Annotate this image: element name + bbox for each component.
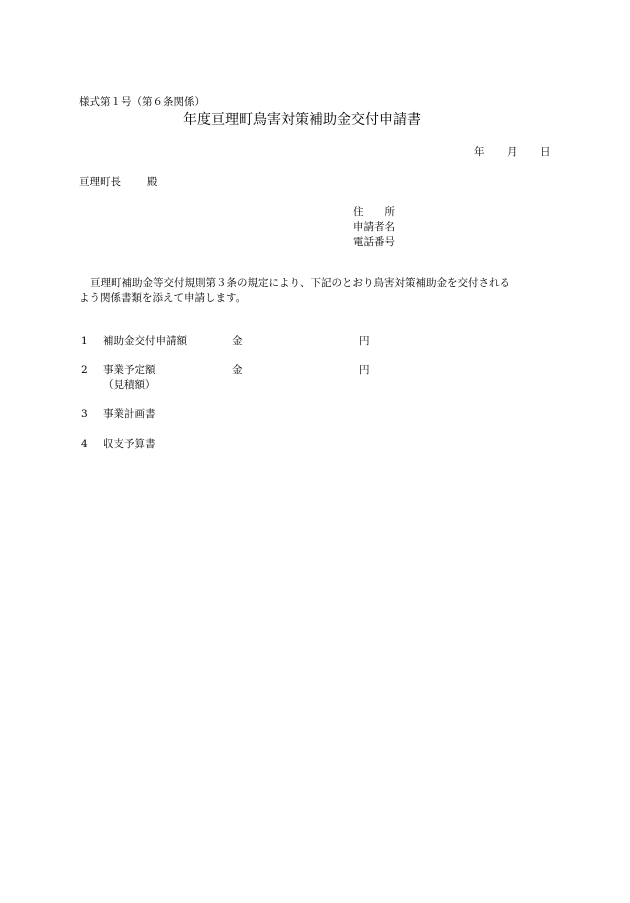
date-year: 年 bbox=[474, 146, 485, 158]
form-number: 様式第１号（第６条関係） bbox=[79, 96, 205, 108]
body-text-line2: よう関係書類を添えて申請します。 bbox=[79, 292, 247, 304]
item-3-label: 事業計画書 bbox=[103, 408, 156, 420]
item-4-number: 4 bbox=[81, 438, 88, 450]
addressee-honorific: 殿 bbox=[147, 176, 158, 188]
addressee-name: 亘理町長 bbox=[79, 176, 121, 188]
date-day: 日 bbox=[540, 146, 551, 158]
item-1-prefix: 金 bbox=[232, 335, 243, 347]
date-month: 月 bbox=[507, 146, 518, 158]
applicant-phone-label: 電話番号 bbox=[353, 236, 395, 248]
item-1-unit: 円 bbox=[359, 335, 370, 347]
applicant-name-label: 申請者名 bbox=[353, 221, 395, 233]
item-2-unit: 円 bbox=[359, 364, 370, 376]
item-2-label: 事業予定額 bbox=[103, 364, 156, 376]
item-2-number: 2 bbox=[81, 364, 88, 376]
item-2-sublabel: （見積額） bbox=[103, 379, 156, 391]
item-4-label: 収支予算書 bbox=[103, 438, 156, 450]
document-title: 年度亘理町鳥害対策補助金交付申請書 bbox=[183, 112, 421, 128]
body-text-line1: 亘理町補助金等交付規則第３条の規定により、下記のとおり鳥害対策補助金を交付される bbox=[90, 277, 510, 289]
item-1-label: 補助金交付申請額 bbox=[103, 335, 187, 347]
item-2-prefix: 金 bbox=[232, 364, 243, 376]
applicant-address-label: 住 所 bbox=[353, 206, 395, 218]
item-3-number: 3 bbox=[81, 408, 88, 420]
item-1-number: 1 bbox=[81, 335, 88, 347]
